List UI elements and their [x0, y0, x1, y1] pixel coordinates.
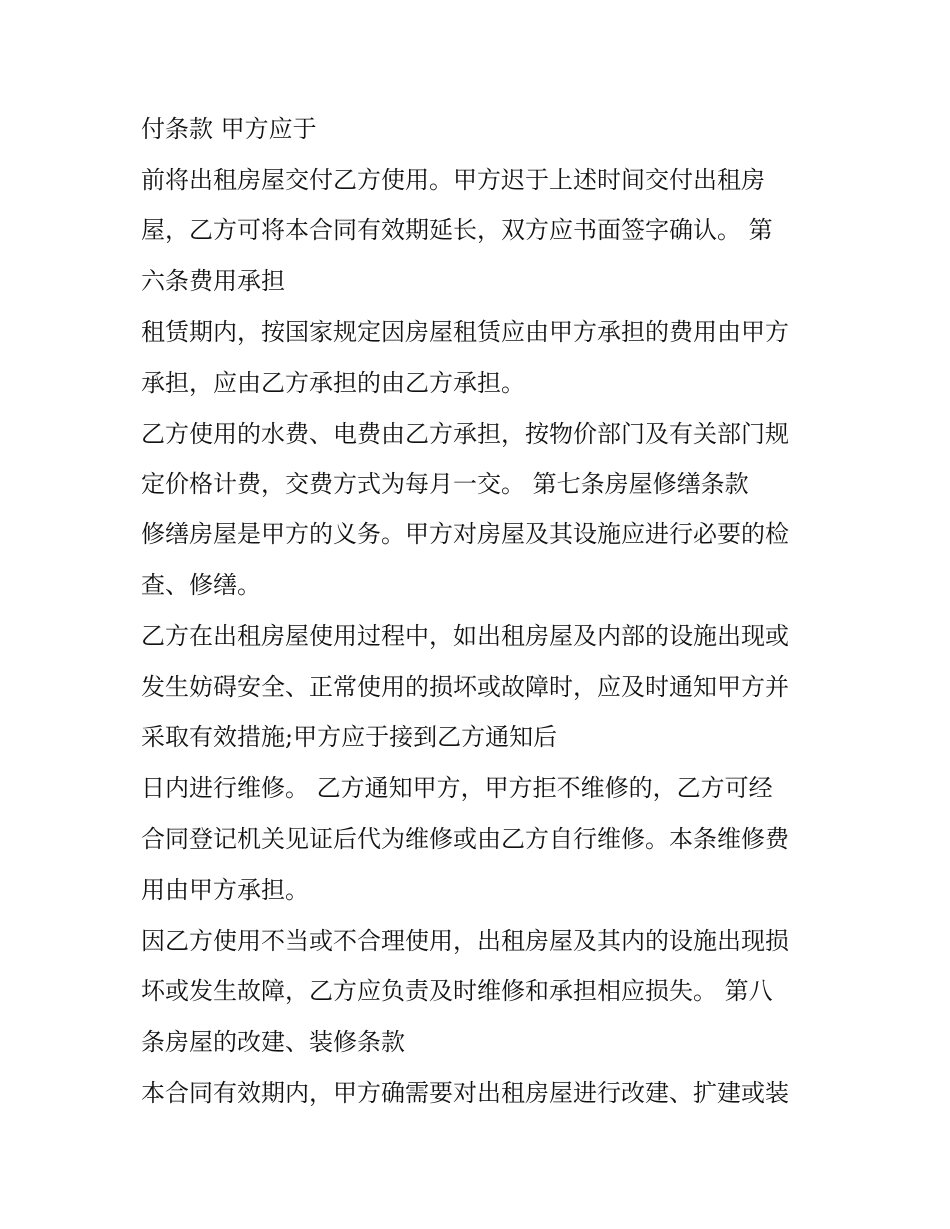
text-line: 发生妨碍安全、正常使用的损坏或故障时，应及时通知甲方并: [141, 673, 789, 701]
text-line: 屋，乙方可将本合同有效期延长，双方应书面签字确认。 第: [141, 216, 773, 244]
text-line: 租赁期内，按国家规定因房屋租赁应由甲方承担的费用由甲方: [141, 318, 789, 346]
text-line: 定价格计费，交费方式为每月一交。 第七条房屋修缮条款: [141, 470, 749, 498]
text-line: 日内进行维修。 乙方通知甲方，甲方拒不维修的，乙方可经: [141, 774, 773, 802]
text-line: 查、修缮。: [141, 571, 261, 599]
text-line: 六条费用承担: [141, 267, 285, 295]
text-line: 修缮房屋是甲方的义务。甲方对房屋及其设施应进行必要的检: [141, 520, 789, 548]
text-line: 乙方使用的水费、电费由乙方承担，按物价部门及有关部门规: [141, 420, 789, 448]
text-line: 合同登记机关见证后代为维修或由乙方自行维修。本条维修费: [141, 825, 789, 853]
text-line: 因乙方使用不当或不合理使用，出租房屋及其内的设施出现损: [141, 927, 789, 955]
text-line: 乙方在出租房屋使用过程中，如出租房屋及内部的设施出现或: [141, 622, 789, 650]
text-line: 条房屋的改建、装修条款: [141, 1028, 405, 1056]
text-line: 用由甲方承担。: [141, 876, 309, 904]
text-line: 采取有效措施;甲方应于接到乙方通知后: [141, 723, 558, 751]
text-line: 本合同有效期内，甲方确需要对出租房屋进行改建、扩建或装: [141, 1079, 789, 1107]
text-line: 前将出租房屋交付乙方使用。甲方迟于上述时间交付出租房: [141, 166, 765, 194]
text-line: 付条款 甲方应于: [141, 115, 317, 143]
text-line: 坏或发生故障，乙方应负责及时维修和承担相应损失。 第八: [141, 977, 773, 1005]
text-line: 承担，应由乙方承担的由乙方承担。: [141, 369, 525, 397]
